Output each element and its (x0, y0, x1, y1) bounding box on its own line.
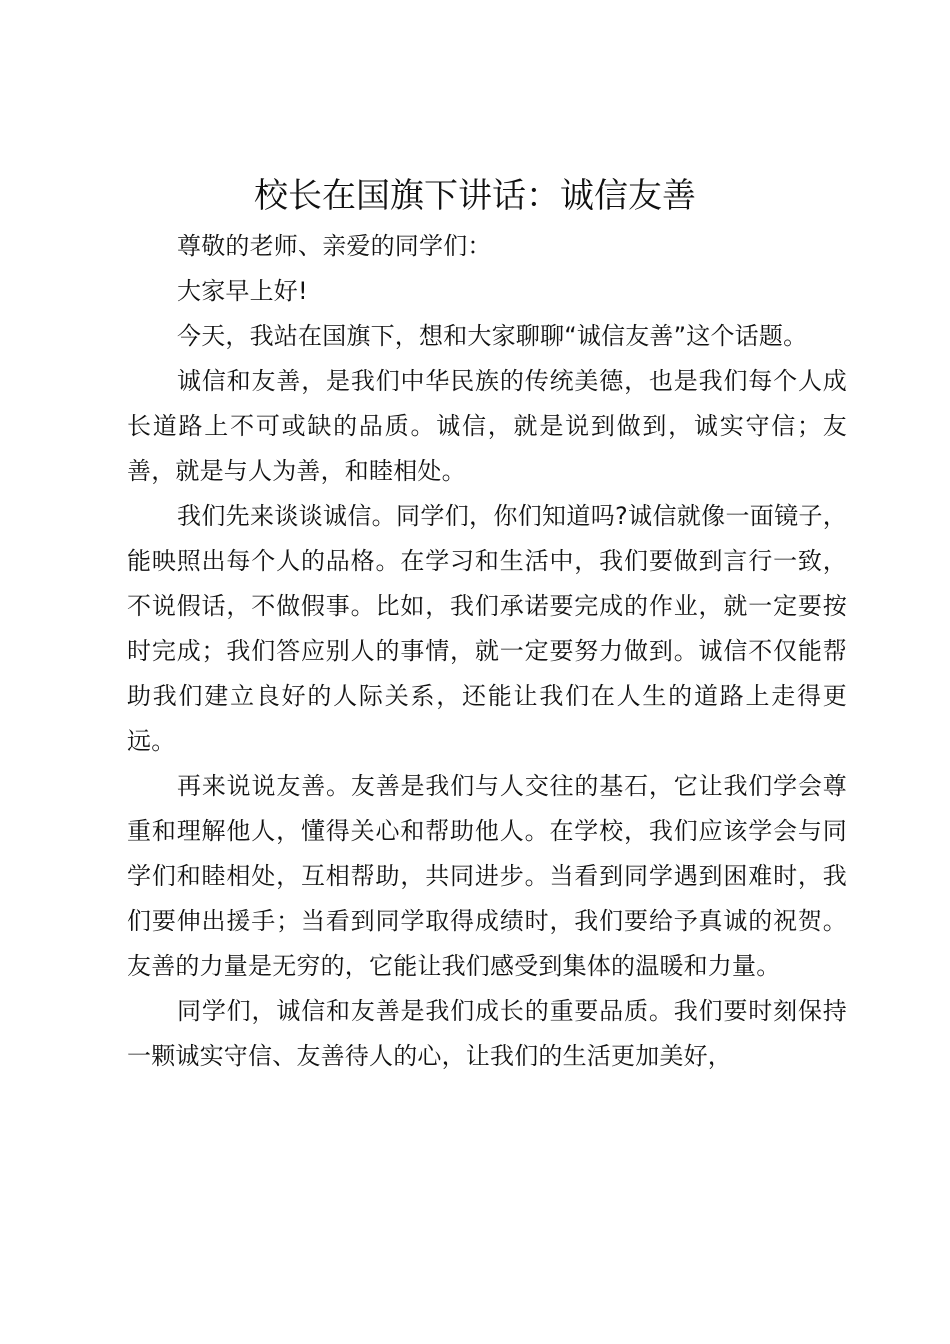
paragraph-greeting: 大家早上好! (177, 277, 308, 305)
paragraph-kindness: 再来说说友善。友善是我们与人交往的基石，它让我们学会尊重和理解他人，懂得关心和帮助他人。在学校，我们应该学会与同学们和睦相处，互相帮助，共同进步。当看到同学遇到困难时，我们要伸出援手；当看到同学取得成绩时，我们要给予真诚的祝贺。友善的力量是无穷的，它能让我们感受到集体的温暖和力量。 (127, 772, 847, 980)
paragraph-definition: 诚信和友善，是我们中华民族的传统美德，也是我们每个人成长道路上不可或缺的品质。诚信，就是说到做到，诚实守信；友善，就是与人为善，和睦相处。 (127, 367, 847, 485)
paragraph-conclusion: 同学们，诚信和友善是我们成长的重要品质。我们要时刻保持一颗诚实守信、友善待人的心，让我们的生活更加美好， (127, 997, 847, 1070)
paragraph-intro: 今天，我站在国旗下，想和大家聊聊“诚信友善”这个话题。 (177, 322, 808, 350)
document-body (127, 224, 847, 1079)
paragraph-integrity: 我们先来谈谈诚信。同学们，你们知道吗?诚信就像一面镜子，能映照出每个人的品格。在学习和生活中，我们要做到言行一致，不说假话，不做假事。比如，我们承诺要完成的作业，就一定要按时完成；我们答应别人的事情，就一定要努力做到。诚信不仅能帮助我们建立良好的人际关系，还能让我们在人生的道路上走得更远。 (127, 502, 847, 755)
document-title: 校长在国旗下讲话：诚信友善 (254, 176, 696, 216)
paragraph-salutation: 尊敬的老师、亲爱的同学们： (177, 232, 492, 260)
